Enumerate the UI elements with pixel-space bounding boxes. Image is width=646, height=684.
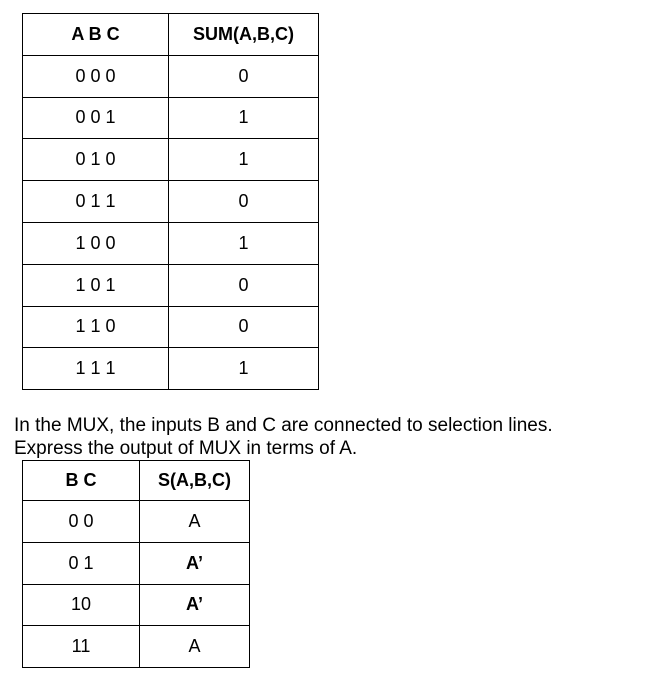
output-cell: 0 <box>169 181 319 223</box>
table-row <box>23 542 250 584</box>
mux-table <box>22 460 250 668</box>
input-cell: 1 1 1 <box>23 348 169 390</box>
output-cell: 1 <box>169 348 319 390</box>
instructions-text <box>14 414 634 460</box>
instructions-line-2: Express the output of MUX in terms of A. <box>14 438 358 459</box>
output-cell: 0 <box>169 264 319 306</box>
input-cell: 0 1 1 <box>23 181 169 223</box>
selection-cell: 0 1 <box>23 542 140 584</box>
output-cell: A <box>140 501 250 543</box>
table-row <box>23 626 250 668</box>
output-cell: A <box>140 626 250 668</box>
input-cell: 1 0 0 <box>23 222 169 264</box>
table-row <box>23 306 319 348</box>
input-cell: 0 0 0 <box>23 55 169 97</box>
header-abc: A B C <box>23 14 169 56</box>
output-cell: 0 <box>169 306 319 348</box>
input-cell: 0 0 1 <box>23 97 169 139</box>
selection-cell: 11 <box>23 626 140 668</box>
output-cell: 1 <box>169 97 319 139</box>
header-sum: SUM(A,B,C) <box>169 14 319 56</box>
selection-cell: 10 <box>23 584 140 626</box>
input-cell: 1 1 0 <box>23 306 169 348</box>
input-cell: 1 0 1 <box>23 264 169 306</box>
table-row <box>23 97 319 139</box>
table-row <box>23 264 319 306</box>
output-cell: 1 <box>169 222 319 264</box>
input-cell: 0 1 0 <box>23 139 169 181</box>
table-row <box>23 222 319 264</box>
table-header-row <box>23 461 250 501</box>
header-s: S(A,B,C) <box>140 461 250 501</box>
table-row <box>23 139 319 181</box>
table-row <box>23 348 319 390</box>
table-row <box>23 55 319 97</box>
table-row <box>23 181 319 223</box>
output-cell: 0 <box>169 55 319 97</box>
output-cell: A’ <box>140 542 250 584</box>
table-row <box>23 584 250 626</box>
instructions-line-1: In the MUX, the inputs B and C are connected to selection lines. <box>14 415 553 436</box>
table-header-row <box>23 14 319 56</box>
header-bc: B C <box>23 461 140 501</box>
table-row <box>23 501 250 543</box>
output-cell: 1 <box>169 139 319 181</box>
selection-cell: 0 0 <box>23 501 140 543</box>
sum-truth-table <box>22 13 319 390</box>
output-cell: A’ <box>140 584 250 626</box>
